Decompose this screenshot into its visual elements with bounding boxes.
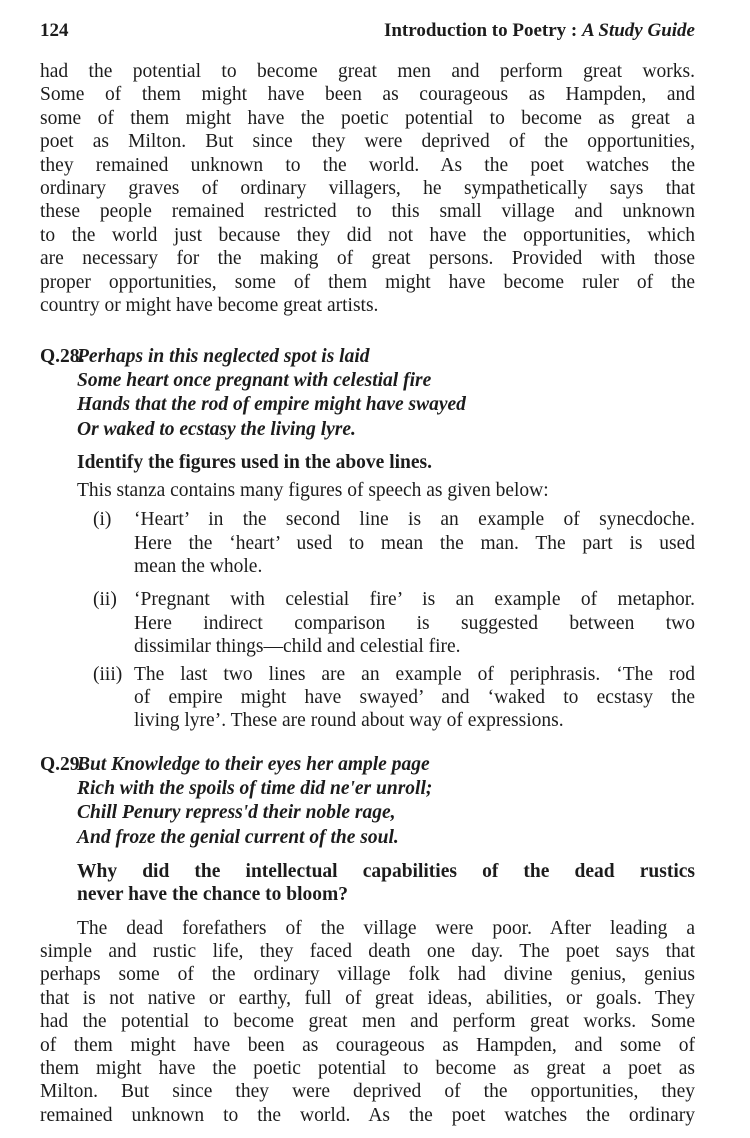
- item-number: (i): [93, 509, 112, 531]
- item-number: (ii): [93, 589, 117, 611]
- text-line: they remained unknown to the world. As the poet watches the: [40, 154, 695, 176]
- text-line: mean the whole.: [134, 556, 263, 577]
- text-line: Milton. But since they were deprived of the opportunities, they: [40, 1081, 695, 1103]
- text-line: are necessary for the making of great persons. Provided with those: [40, 248, 695, 270]
- answer-intro: This stanza contains many figures of speech as given below:: [77, 479, 549, 501]
- question-29: [40, 753, 695, 1127]
- running-header: [40, 20, 695, 46]
- text-line: The dead forefathers of the village were poor. After leading a: [77, 917, 695, 939]
- text-line: ‘Heart’ in the second line is an example of synecdoche.: [134, 509, 695, 531]
- text-line: to the world just because they did not have the opportunities, which: [40, 224, 695, 246]
- poem-line: Some heart once pregnant with celestial fire: [77, 370, 432, 392]
- item-number: (iii): [93, 663, 123, 685]
- question-28: [40, 345, 695, 733]
- text-line: ‘Pregnant with celestial fire’ is an example of metaphor.: [134, 589, 695, 611]
- text-line: them might have the poetic potential to become as great a poet as: [40, 1057, 695, 1079]
- answer-item: [93, 508, 695, 578]
- text-line: simple and rustic life, they faced death one day. The poet says that: [40, 940, 695, 962]
- poem-line: But Knowledge to their eyes her ample page: [77, 754, 430, 775]
- text-line: perhaps some of the ordinary village folk had divine genius, genius: [40, 964, 695, 986]
- question-label: Q.29.: [40, 754, 85, 775]
- opening-paragraph: [40, 60, 695, 317]
- text-line: country or might have become great artists.: [40, 294, 379, 316]
- poem-excerpt: [77, 753, 695, 850]
- text-line: Here the ‘heart’ used to mean the man. The part is used: [134, 532, 695, 554]
- text-line: had the potential to become great men and perform great works. Some: [40, 1011, 695, 1033]
- text-line: ordinary graves of ordinary villagers, he sympathetically says that: [40, 177, 695, 199]
- poem-excerpt: [77, 345, 695, 442]
- question-text: Identify the figures used in the above lines.: [77, 451, 432, 473]
- text-line: Some of them might have been as courageous as Hampden, and: [40, 84, 695, 106]
- text-line: never have the chance to bloom?: [77, 884, 348, 906]
- text-line: Here indirect comparison is suggested between two: [134, 612, 695, 634]
- poem-line: Perhaps in this neglected spot is laid: [77, 346, 370, 367]
- text-line: had the potential to become great men and perform great works.: [40, 61, 695, 82]
- text-line: living lyre’. These are round about way of expressions.: [134, 710, 564, 732]
- answer-item: [93, 588, 695, 658]
- poem-line: Chill Penury repress'd their noble rage,: [77, 802, 396, 824]
- text-line: remained unknown to the world. As the poet watches the ordinary: [40, 1104, 695, 1126]
- text-line: poet as Milton. But since they were deprived of the opportunities,: [40, 131, 695, 153]
- book-title-subtitle: A Study Guide: [582, 20, 695, 41]
- text-line: that is not native or earthy, full of great ideas, abilities, or goals. They: [40, 987, 695, 1009]
- poem-line: Or waked to ecstasy the living lyre.: [77, 418, 356, 440]
- text-line: The last two lines are an example of periphrasis. ‘The rod: [134, 663, 695, 685]
- poem-line: And froze the genial current of the soul.: [77, 826, 399, 848]
- poem-line: Rich with the spoils of time did ne'er unroll;: [77, 778, 433, 800]
- answer-paragraph: [40, 917, 695, 1128]
- poem-line: Hands that the rod of empire might have swayed: [77, 394, 466, 416]
- question-text: [77, 860, 695, 907]
- text-line: proper opportunities, some of them might have become ruler of the: [40, 271, 695, 293]
- book-title-main: Introduction to Poetry :: [383, 20, 583, 41]
- book-title: [384, 20, 695, 42]
- text-line: of empire might have swayed’ and ‘waked to ecstasy the: [134, 686, 695, 708]
- page-number: 124: [40, 20, 69, 41]
- text-line: these people remained restricted to this small village and unknown: [40, 201, 695, 223]
- answer-item: [93, 663, 695, 733]
- text-line: Why did the intellectual capabilities of the dead rustics: [77, 860, 695, 882]
- text-line: dissimilar things—child and celestial fire.: [134, 636, 461, 658]
- question-label: Q.28.: [40, 346, 85, 367]
- text-line: some of them might have the poetic potential to become as great a: [40, 107, 695, 129]
- text-line: of them might have been as courageous as Hampden, and some of: [40, 1034, 695, 1056]
